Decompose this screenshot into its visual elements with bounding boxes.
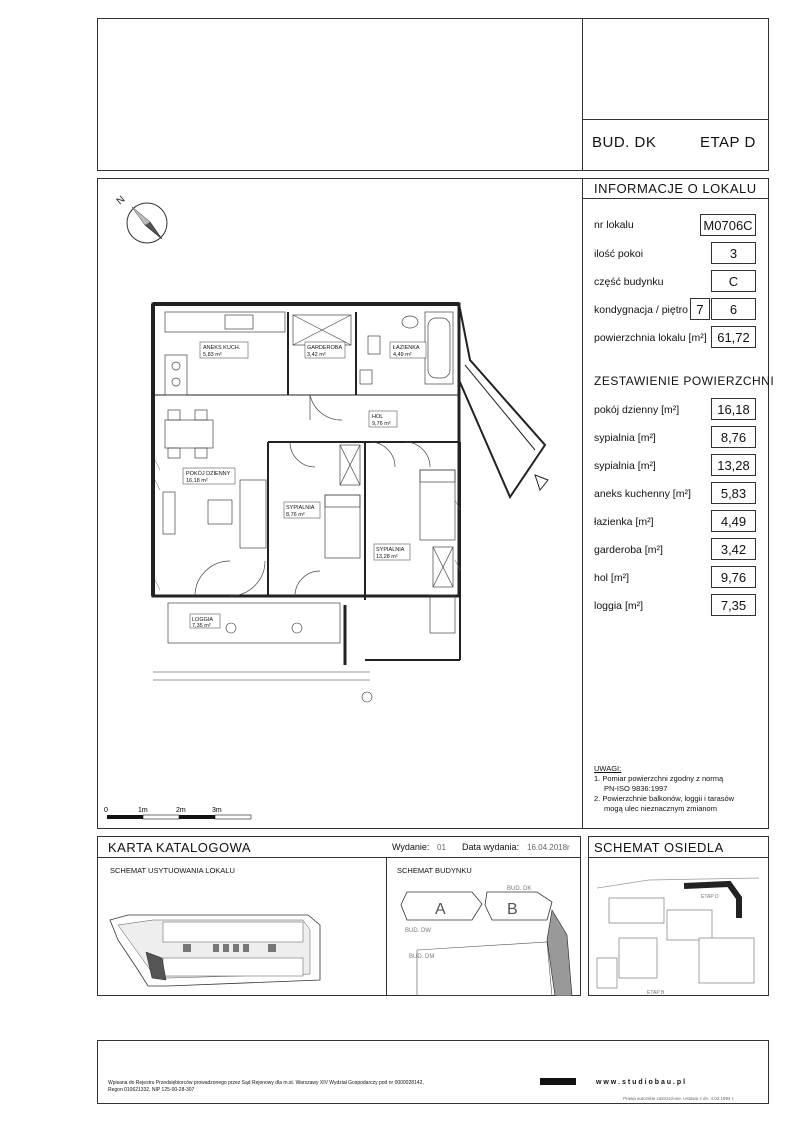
area-label-bedroom-2: sypialnia [m²] <box>594 460 656 472</box>
area-value-hall: 9,76 <box>711 566 756 588</box>
area-value-bedroom-1: 8,76 <box>711 426 756 448</box>
area-label-hall: hol [m²] <box>594 572 630 584</box>
info-label-unit-number: nr lokalu <box>594 219 634 231</box>
estate-title: SCHEMAT OSIEDLA <box>594 840 724 855</box>
area-label-loggia: loggia [m²] <box>594 600 644 612</box>
info-value-rooms: 3 <box>711 242 756 264</box>
note-line-1: 1. Pomiar powierzchni zgodny z normą <box>594 774 724 783</box>
info-panel-divider <box>582 178 583 829</box>
area-value-wardrobe: 3,42 <box>711 538 756 560</box>
room-area-bedroom-2: 13,28 m² <box>376 554 398 560</box>
scale-0: 0 <box>104 807 108 814</box>
svg-text:N: N <box>114 194 128 208</box>
room-label-living: POKÓJ DZIENNY <box>186 471 231 477</box>
building-label: BUD. DK <box>592 134 657 151</box>
room-label-hall: HOL <box>372 414 384 420</box>
info-value-floor: 6 <box>711 298 756 320</box>
building-dm-label: BUD. DM <box>409 954 435 960</box>
date-label: Data wydania: <box>462 842 520 852</box>
area-value-living: 16,18 <box>711 398 756 420</box>
room-area-bedroom-1: 8,76 m² <box>286 512 305 518</box>
room-label-kitchen: ANEKS KUCH. <box>203 345 241 351</box>
area-label-bathroom: łazienka [m²] <box>594 516 654 528</box>
footer-registry-2: Regon 010621332, NIP 125-00-28-307 <box>108 1087 195 1093</box>
studio-logo <box>540 1078 576 1085</box>
area-label-wardrobe: garderoba [m²] <box>594 544 663 556</box>
room-area-living: 16,18 m² <box>186 478 208 484</box>
info-label-area: powierzchnia lokalu [m²] <box>594 332 707 344</box>
info-value-storey: 7 <box>690 298 710 320</box>
areas-title: ZESTAWIENIE POWIERZCHNI <box>594 374 775 388</box>
scale-3m: 3m <box>212 807 222 814</box>
room-label-wardrobe: GARDEROBA <box>307 345 343 351</box>
room-area-loggia: 7,35 m² <box>192 623 211 629</box>
note-line-2: PN-ISO 9836:1997 <box>604 784 668 793</box>
building-b-label: B <box>507 901 518 918</box>
location-schema-title: SCHEMAT USYTUOWANIA LOKALU <box>110 866 235 875</box>
estate-stage-d-label: ETAP D <box>701 894 719 900</box>
edition-value: 01 <box>437 843 446 852</box>
area-value-kitchen: 5,83 <box>711 482 756 504</box>
info-value-area: 61,72 <box>711 326 756 348</box>
info-label-floor: kondygnacja / piętro <box>594 304 688 316</box>
area-label-living: pokój dzienny [m²] <box>594 404 680 416</box>
estate-schema <box>589 858 768 996</box>
scale-2m: 2m <box>176 807 186 814</box>
info-title-underline <box>583 198 769 199</box>
stage-label: ETAP D <box>700 134 756 151</box>
building-dk-label: BUD. DK <box>507 886 532 892</box>
scale-bar <box>104 807 251 819</box>
room-area-wardrobe: 3,42 m² <box>307 352 326 358</box>
estate-stage-b-label: ETAP B <box>647 990 665 996</box>
scale-1m: 1m <box>138 807 148 814</box>
info-value-unit-number: M0706C <box>700 214 756 236</box>
note-line-3: 2. Powierzchnie balkonów, loggii i tarasów <box>594 794 735 803</box>
notes-title: UWAGI: <box>594 764 622 773</box>
room-label-bedroom-2: SYPIALNIA <box>376 547 405 553</box>
footer-website[interactable]: w w w . s t u d i o b a u . p l <box>596 1079 686 1086</box>
room-area-hall: 9,76 m² <box>372 421 391 427</box>
edition-label: Wydanie: <box>392 842 430 852</box>
info-title: INFORMACJE O LOKALU <box>594 181 757 196</box>
room-label-bathroom: ŁAZIENKA <box>393 345 420 351</box>
date-value: 16.04.2018r <box>527 843 570 852</box>
header-right-divider <box>582 18 583 171</box>
room-area-kitchen: 5,83 m² <box>203 352 222 358</box>
area-label-bedroom-1: sypialnia [m²] <box>594 432 656 444</box>
catalog-title: KARTA KATALOGOWA <box>108 840 252 855</box>
area-value-bedroom-2: 13,28 <box>711 454 756 476</box>
room-area-bathroom: 4,49 m² <box>393 352 412 358</box>
area-label-kitchen: aneks kuchenny [m²] <box>594 488 691 500</box>
location-schema <box>98 880 385 996</box>
catalog-header-divider <box>97 857 581 858</box>
room-label-bedroom-1: SYPIALNIA <box>286 505 315 511</box>
info-label-building-part: część budynku <box>594 276 664 288</box>
floor-plan <box>98 179 582 829</box>
info-label-rooms: ilość pokoi <box>594 248 644 260</box>
info-value-building-part: C <box>711 270 756 292</box>
building-schema <box>387 880 581 996</box>
footer-registry-1: Wpisana do Rejestru Przedsiębiorców prowadzonego przez Sąd Rejonowy dla m.st. Warszawy XIV Wydział Gospodarczy pod nr 0000028142, <box>108 1080 424 1086</box>
building-schema-title: SCHEMAT BUDYNKU <box>397 866 472 875</box>
note-line-4: mogą ulec nieznacznym zmianom <box>604 804 717 813</box>
footer-copyright: Prawa autorskie zastrzeżone. Ustawa z dn. 4.02.1994 r. <box>623 1096 735 1101</box>
footer-frame <box>97 1040 769 1104</box>
header-divider <box>582 119 769 120</box>
room-label-loggia: LOGGIA <box>192 617 214 623</box>
area-value-bathroom: 4,49 <box>711 510 756 532</box>
building-dw-label: BUD. DW <box>405 928 431 934</box>
north-arrow-icon <box>115 194 167 243</box>
header-frame <box>97 18 769 171</box>
building-a-label: A <box>435 901 446 918</box>
area-value-loggia: 7,35 <box>711 594 756 616</box>
